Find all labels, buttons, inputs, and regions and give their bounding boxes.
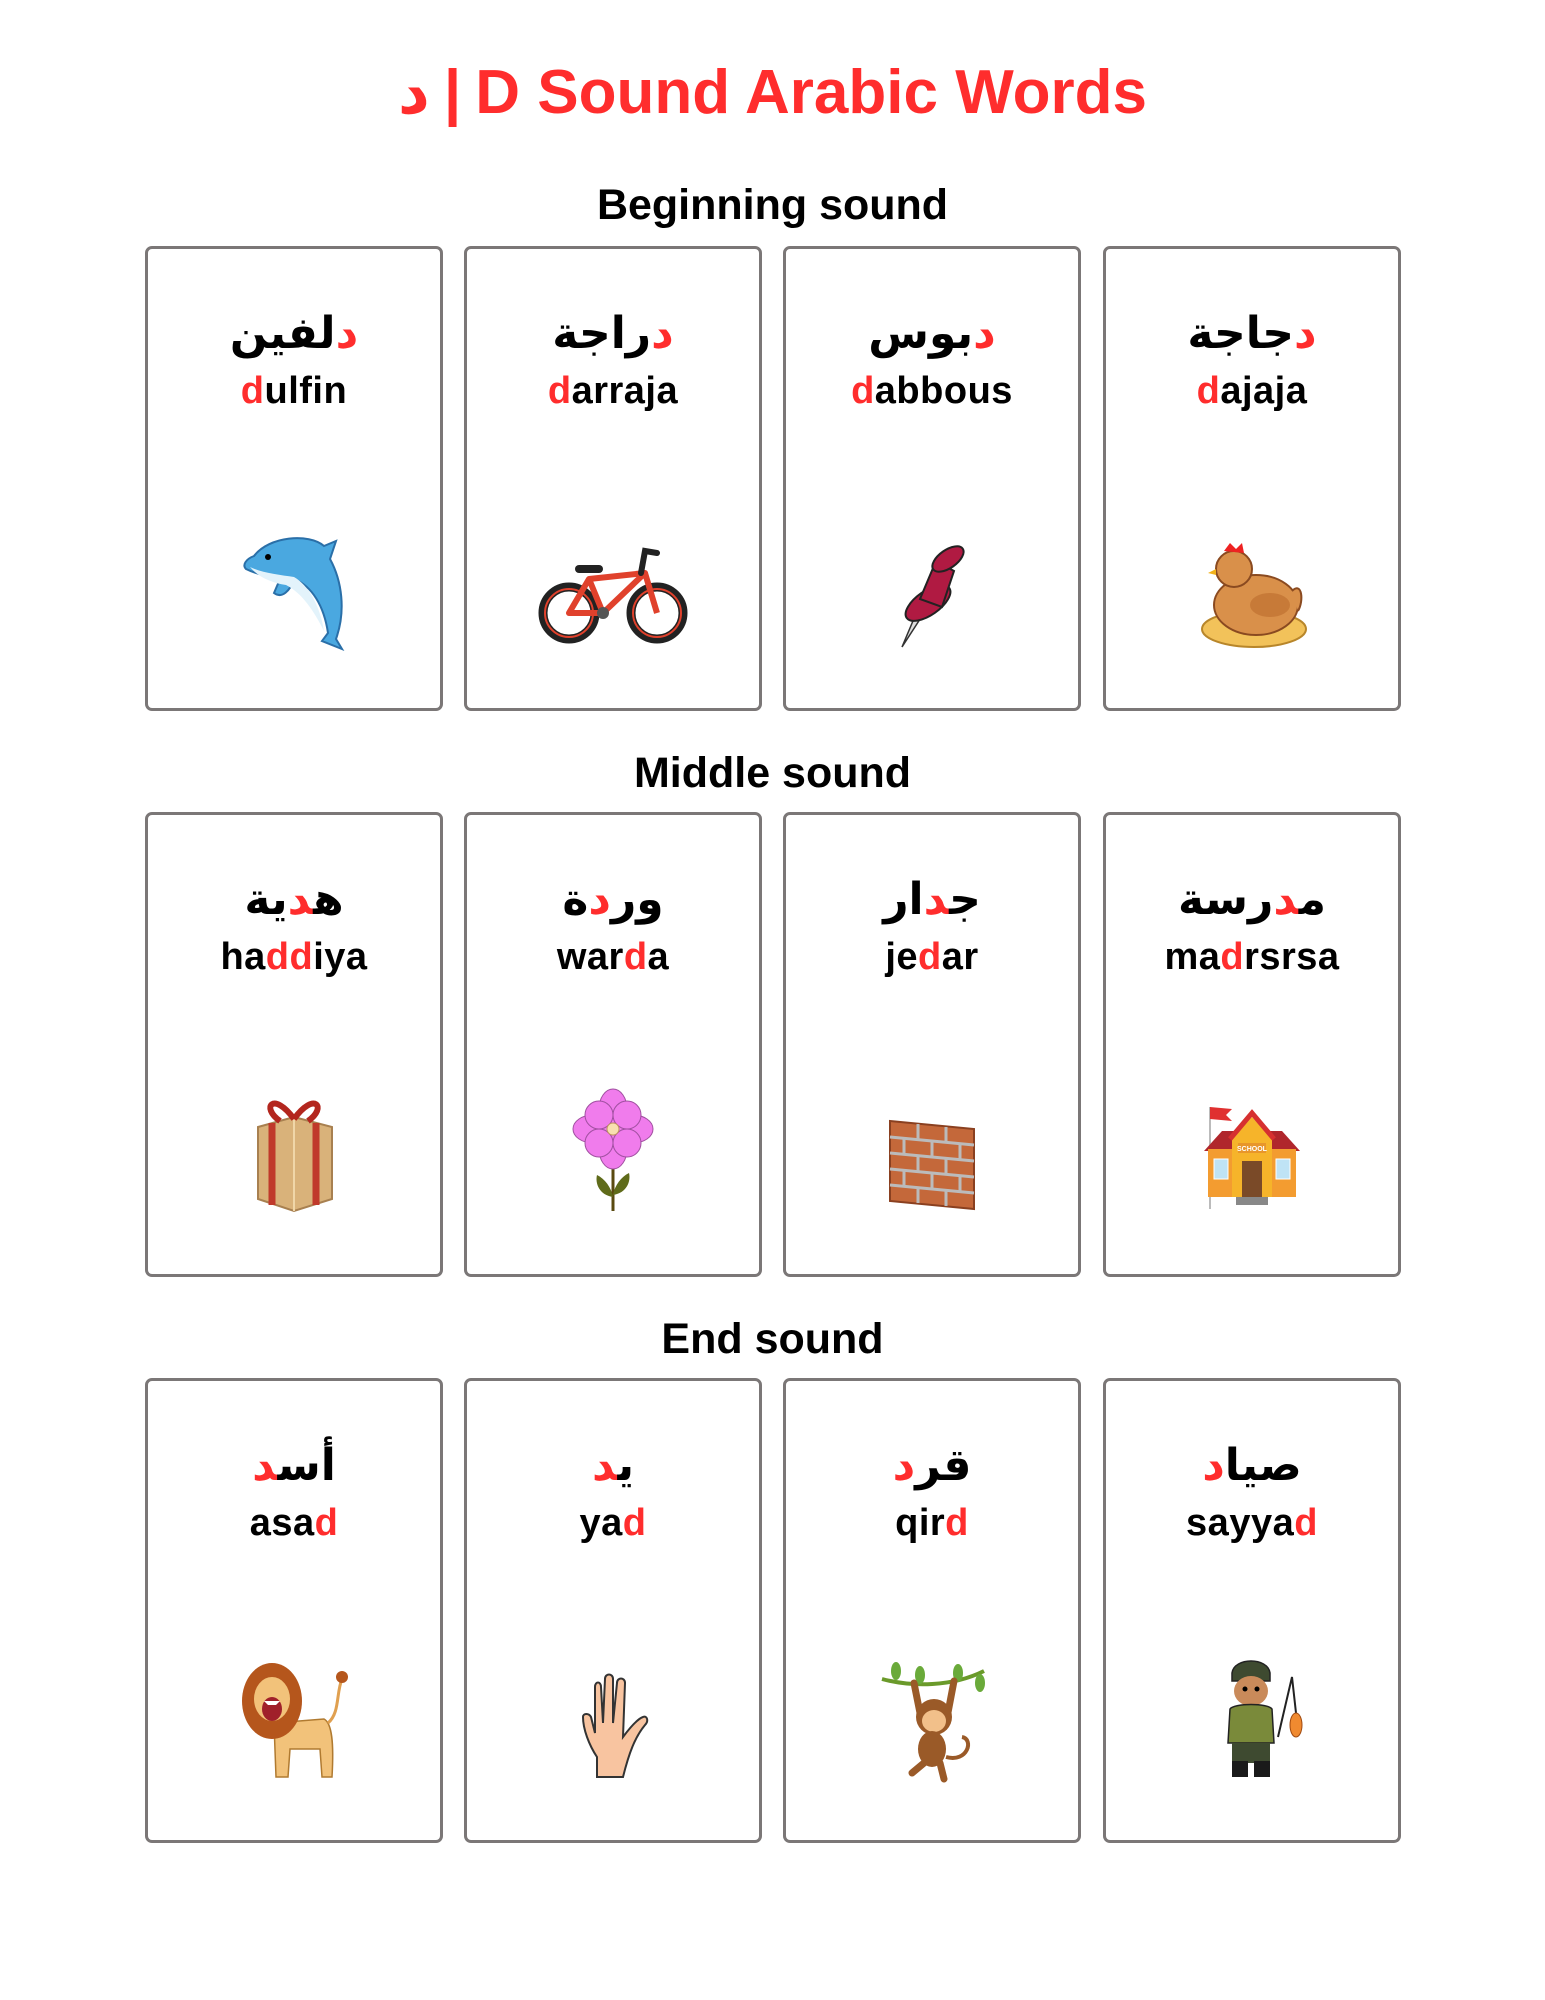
arabic-word bbox=[467, 304, 759, 364]
arabic-word bbox=[148, 870, 440, 930]
transliteration bbox=[148, 1501, 440, 1545]
arabic-dal-highlight: د bbox=[892, 1440, 916, 1491]
translit-part: ajaja bbox=[1220, 370, 1308, 412]
card-row-beginning bbox=[145, 246, 1403, 711]
translit-part: ar bbox=[941, 936, 979, 978]
translit-part: ha bbox=[220, 936, 266, 978]
arabic-dal-highlight: د bbox=[252, 1440, 278, 1491]
arabic-part: جاجة bbox=[1187, 308, 1295, 359]
arabic-word bbox=[467, 870, 759, 930]
arabic-part: قر bbox=[915, 1440, 972, 1491]
arabic-word bbox=[1106, 1436, 1398, 1496]
arabic-part: م bbox=[1298, 874, 1326, 925]
bicycle-icon bbox=[533, 521, 693, 651]
arabic-word bbox=[148, 304, 440, 364]
arabic-dal-highlight: د bbox=[1294, 308, 1317, 359]
translit-d-highlight: d bbox=[1294, 1502, 1318, 1544]
translit-d-highlight: dd bbox=[265, 936, 314, 978]
translit-part: iya bbox=[313, 936, 368, 978]
transliteration bbox=[467, 935, 759, 979]
arabic-part: صيا bbox=[1224, 1440, 1302, 1491]
page-title bbox=[0, 55, 1545, 131]
word-card bbox=[783, 246, 1081, 711]
arabic-part: أس bbox=[277, 1440, 336, 1491]
arabic-part: لفين bbox=[229, 308, 336, 359]
translit-d-highlight: d bbox=[314, 1502, 339, 1544]
brick-wall-icon bbox=[862, 1087, 1002, 1217]
arabic-part: ج bbox=[949, 874, 981, 925]
translit-part: arraja bbox=[571, 370, 679, 412]
monkey-icon bbox=[862, 1653, 1002, 1783]
translit-part: ma bbox=[1164, 936, 1221, 978]
arabic-part: رسة bbox=[1178, 874, 1274, 925]
word-card bbox=[464, 246, 762, 711]
transliteration bbox=[786, 1501, 1078, 1545]
arabic-word bbox=[1106, 870, 1398, 930]
translit-d-highlight: d bbox=[1196, 370, 1221, 412]
arabic-part: ة bbox=[562, 874, 589, 925]
transliteration bbox=[786, 369, 1078, 413]
translit-d-highlight: d bbox=[851, 370, 875, 412]
card-row-end bbox=[145, 1378, 1403, 1843]
translit-d-highlight: d bbox=[240, 370, 265, 412]
word-card bbox=[783, 1378, 1081, 1843]
word-card bbox=[464, 812, 762, 1277]
arabic-dal-highlight: د bbox=[592, 1440, 618, 1491]
translit-d-highlight: d bbox=[622, 1502, 647, 1544]
school-icon bbox=[1182, 1087, 1322, 1217]
translit-part: asa bbox=[249, 1502, 315, 1544]
title-separator: | bbox=[443, 58, 462, 127]
transliteration bbox=[467, 1501, 759, 1545]
arabic-dal-highlight: د bbox=[651, 308, 674, 359]
translit-d-highlight: d bbox=[547, 370, 572, 412]
arabic-part: ية bbox=[244, 874, 288, 925]
translit-part: rsrsa bbox=[1244, 936, 1340, 978]
arabic-word bbox=[786, 870, 1078, 930]
word-card bbox=[145, 246, 443, 711]
title-text: D Sound Arabic Words bbox=[475, 58, 1147, 127]
arabic-part: ي bbox=[617, 1440, 634, 1491]
arabic-part: راجة bbox=[552, 308, 652, 359]
arabic-dal-highlight: د bbox=[923, 874, 950, 925]
translit-part: war bbox=[556, 936, 624, 978]
translit-part: ya bbox=[579, 1502, 623, 1544]
arabic-part: بوس bbox=[868, 308, 974, 359]
word-card bbox=[1103, 1378, 1401, 1843]
word-card bbox=[145, 812, 443, 1277]
transliteration bbox=[467, 369, 759, 413]
translit-part: sayya bbox=[1186, 1502, 1295, 1544]
arabic-word bbox=[786, 304, 1078, 364]
word-card bbox=[464, 1378, 762, 1843]
arabic-dal-highlight: د bbox=[973, 308, 996, 359]
transliteration bbox=[786, 935, 1078, 979]
svg-text:SCHOOL: SCHOOL bbox=[1237, 1146, 1267, 1153]
transliteration bbox=[1106, 935, 1398, 979]
arabic-word bbox=[467, 1436, 759, 1496]
arabic-word bbox=[1106, 304, 1398, 364]
arabic-dal-highlight: د bbox=[287, 874, 314, 925]
flower-icon bbox=[543, 1087, 683, 1217]
section-heading-middle: Middle sound bbox=[633, 749, 912, 797]
card-row-middle bbox=[145, 812, 1403, 1277]
arabic-dal-highlight: د bbox=[1202, 1440, 1225, 1491]
translit-d-highlight: d bbox=[918, 936, 942, 978]
translit-d-highlight: d bbox=[1220, 936, 1245, 978]
arabic-word bbox=[148, 1436, 440, 1496]
pushpin-icon bbox=[862, 521, 1002, 651]
translit-d-highlight: d bbox=[623, 936, 648, 978]
transliteration bbox=[148, 369, 440, 413]
transliteration bbox=[1106, 1501, 1398, 1545]
dolphin-icon bbox=[224, 521, 364, 651]
section-heading-end: End sound bbox=[661, 1315, 884, 1363]
arabic-word bbox=[786, 1436, 1078, 1496]
gift-box-icon bbox=[224, 1087, 364, 1217]
translit-part: ulfin bbox=[264, 370, 348, 412]
section-heading-beginning: Beginning sound bbox=[596, 181, 949, 229]
arabic-part: ور bbox=[610, 874, 664, 925]
translit-part: a bbox=[647, 936, 670, 978]
word-card bbox=[783, 812, 1081, 1277]
arabic-dal-highlight: د bbox=[588, 874, 611, 925]
translit-d-highlight: d bbox=[945, 1502, 969, 1544]
translit-part: je bbox=[885, 936, 919, 978]
word-card bbox=[145, 1378, 443, 1843]
arabic-part: ه bbox=[313, 874, 344, 925]
transliteration bbox=[148, 935, 440, 979]
translit-part: abbous bbox=[874, 370, 1013, 412]
translit-part: qir bbox=[895, 1502, 946, 1544]
arabic-dal-highlight: د bbox=[335, 308, 359, 359]
transliteration bbox=[1106, 369, 1398, 413]
word-card bbox=[1103, 812, 1401, 1277]
word-card bbox=[1103, 246, 1401, 711]
title-arabic-letter: د bbox=[398, 58, 430, 127]
lion-icon bbox=[224, 1653, 364, 1783]
hand-icon bbox=[543, 1653, 683, 1783]
hen-icon bbox=[1182, 521, 1322, 651]
arabic-part: ار bbox=[883, 874, 924, 925]
arabic-dal-highlight: د bbox=[1273, 874, 1299, 925]
fisherman-icon bbox=[1182, 1653, 1322, 1783]
